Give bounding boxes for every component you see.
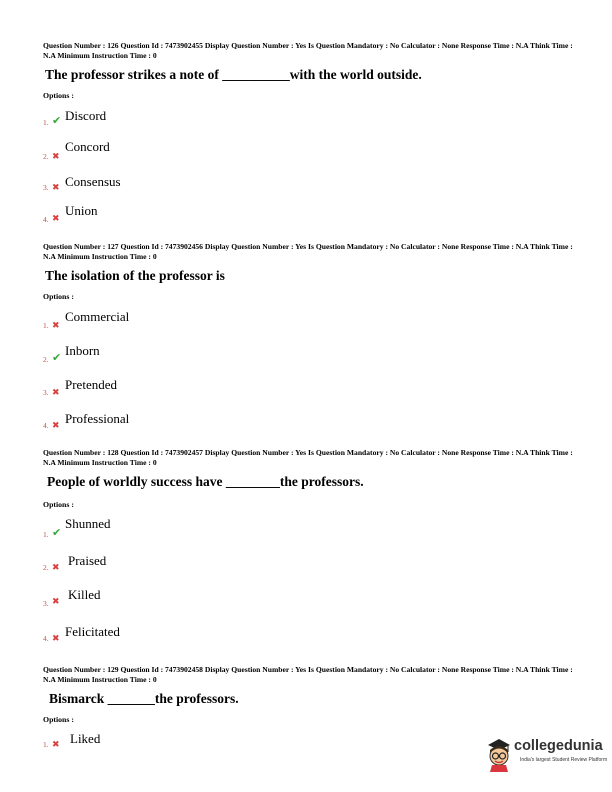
option (43, 584, 583, 617)
option-text: Shunned (65, 516, 111, 531)
option-text: Pretended (65, 377, 117, 392)
cross-icon: ✖ (52, 213, 60, 223)
option (43, 515, 583, 548)
question-text: Bismarck _______the professors. (49, 691, 239, 706)
option-number: 3. (43, 183, 49, 192)
option-text: Union (65, 203, 98, 218)
check-icon: ✔ (52, 527, 62, 539)
check-icon: ✔ (52, 115, 62, 127)
option-number: 1. (43, 321, 49, 330)
option (43, 340, 583, 375)
option-number: 1. (43, 740, 49, 749)
option-number: 3. (43, 388, 49, 397)
option-number: 1. (43, 118, 49, 127)
option-text: Praised (68, 553, 107, 568)
cross-icon: ✖ (52, 420, 60, 430)
question-meta: Question Number : 129 Question Id : 7473902458 Display Question Number : Yes Is Question Mandatory : No Calculator : None Response Time : N.A Think Time : N.A Minimum Instruction Time : 0 (43, 665, 573, 684)
option-number: 2. (43, 355, 49, 364)
option-number: 4. (43, 421, 49, 430)
option-number: 2. (43, 152, 49, 161)
question-meta: Question Number : 126 Question Id : 7473902455 Display Question Number : Yes Is Question Mandatory : No Calculator : None Response Time : N.A Think Time : N.A Minimum Instruction Time : 0 (43, 41, 573, 60)
question-block (43, 41, 583, 238)
option (43, 139, 583, 172)
option-number: 4. (43, 634, 49, 643)
option (43, 617, 583, 650)
question-meta: Question Number : 127 Question Id : 7473902456 Display Question Number : Yes Is Question Mandatory : No Calculator : None Response Time : N.A Think Time : N.A Minimum Instruction Time : 0 (43, 242, 573, 261)
option-number: 1. (43, 530, 49, 539)
brand-logo (486, 736, 606, 778)
option (43, 548, 583, 584)
cross-icon: ✖ (52, 151, 60, 161)
option-text: Felicitated (65, 624, 120, 639)
option-text: Killed (68, 587, 101, 602)
option (43, 205, 583, 238)
options-label: Options : (43, 292, 74, 301)
cross-icon: ✖ (52, 562, 60, 572)
brand-tagline: India's largest Student Review Platform (520, 757, 608, 763)
option-number: 3. (43, 599, 49, 608)
question-meta: Question Number : 128 Question Id : 7473902457 Display Question Number : Yes Is Question Mandatory : No Calculator : None Response Time : N.A Think Time : N.A Minimum Instruction Time : 0 (43, 448, 573, 467)
option-text: Inborn (65, 343, 100, 358)
question-block (43, 448, 583, 650)
cross-icon: ✖ (52, 320, 60, 330)
option (43, 307, 583, 340)
option-number: 2. (43, 563, 49, 572)
question-text: The isolation of the professor is (45, 268, 225, 283)
option-text: Commercial (65, 309, 130, 324)
option-text: Professional (65, 411, 130, 426)
cross-icon: ✖ (52, 596, 60, 606)
mascot-icon (486, 736, 512, 772)
option-text: Discord (65, 108, 107, 123)
question-text: People of worldly success have ________the professors. (47, 474, 364, 489)
options-label: Options : (43, 500, 74, 509)
option (43, 172, 583, 205)
check-icon: ✔ (52, 352, 62, 364)
option-text: Consensus (65, 174, 121, 189)
options-label: Options : (43, 91, 74, 100)
option-text: Liked (70, 731, 101, 746)
option-number: 4. (43, 215, 49, 224)
cross-icon: ✖ (52, 739, 60, 749)
option (43, 408, 583, 441)
option (43, 375, 583, 408)
question-text: The professor strikes a note of __________with the world outside. (45, 67, 422, 82)
option-text: Concord (65, 139, 110, 154)
options-label: Options : (43, 715, 74, 724)
brand-name: collegedunia (514, 738, 603, 754)
cross-icon: ✖ (52, 387, 60, 397)
question-block (43, 242, 583, 441)
option (43, 106, 583, 139)
cross-icon: ✖ (52, 182, 60, 192)
cross-icon: ✖ (52, 633, 60, 643)
